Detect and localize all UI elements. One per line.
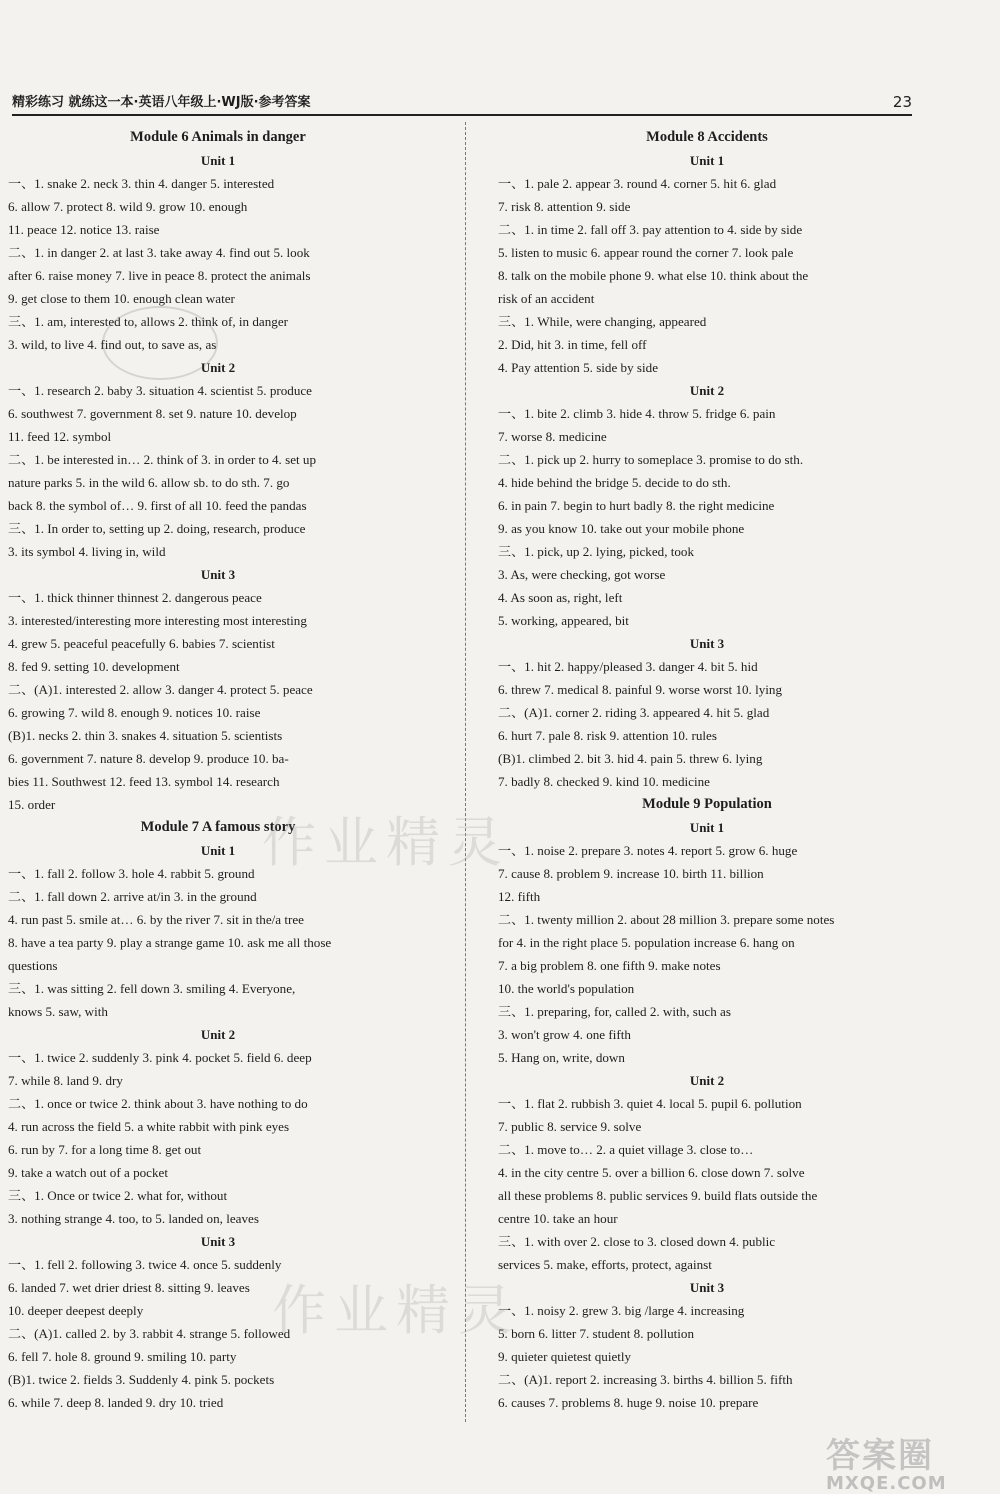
answer-line: 4. run across the field 5. a white rabbit with pink eyes bbox=[8, 1119, 290, 1134]
answer-line: 3. interested/interesting more interesting most interesting bbox=[8, 613, 307, 628]
answer-line: 7. risk 8. attention 9. side bbox=[498, 199, 631, 214]
unit-heading: Unit 1 bbox=[689, 153, 725, 168]
right-column bbox=[498, 126, 916, 1414]
unit-heading: Unit 2 bbox=[200, 360, 236, 375]
answer-line: 7. worse 8. medicine bbox=[498, 429, 607, 444]
left-column bbox=[8, 126, 428, 1414]
answer-line: 三、1. Once or twice 2. what for, without bbox=[8, 1188, 228, 1203]
stamp-seal bbox=[102, 306, 218, 380]
answer-line: 3. wild, to live 4. find out, to save as, as bbox=[8, 337, 217, 352]
answer-line: 11. peace 12. notice 13. raise bbox=[8, 222, 160, 237]
answer-line: 6. in pain 7. begin to hurt badly 8. the right medicine bbox=[498, 498, 775, 513]
answer-line: 7. public 8. service 9. solve bbox=[498, 1119, 642, 1134]
answer-line: 7. while 8. land 9. dry bbox=[8, 1073, 123, 1088]
answer-line: services 5. make, efforts, protect, against bbox=[498, 1257, 712, 1272]
answer-line: 4. grew 5. peaceful peacefully 6. babies 7. scientist bbox=[8, 636, 275, 651]
unit-heading: Unit 2 bbox=[689, 383, 725, 398]
answer-line: 二、1. move to… 2. a quiet village 3. close to… bbox=[498, 1142, 754, 1157]
answer-line: 一、1. research 2. baby 3. situation 4. scientist 5. produce bbox=[8, 383, 312, 398]
answer-line: 三、1. was sitting 2. fell down 3. smiling 4. Everyone, bbox=[8, 981, 296, 996]
answer-line: 三、1. In order to, setting up 2. doing, research, produce bbox=[8, 521, 306, 536]
answer-line: 6. fell 7. hole 8. ground 9. smiling 10. party bbox=[8, 1349, 237, 1364]
answer-line: 二、1. twenty million 2. about 28 million 3. prepare some notes bbox=[498, 912, 835, 927]
answer-line: 7. cause 8. problem 9. increase 10. birth 11. billion bbox=[498, 866, 764, 881]
answer-line: after 6. raise money 7. live in peace 8. protect the animals bbox=[8, 268, 311, 283]
answer-line: 二、(A)1. report 2. increasing 3. births 4. billion 5. fifth bbox=[498, 1372, 793, 1387]
answer-line: 10. deeper deepest deeply bbox=[8, 1303, 144, 1318]
answer-line: 二、1. be interested in… 2. think of 3. in order to 4. set up bbox=[8, 452, 317, 467]
answer-line: 9. quieter quietest quietly bbox=[498, 1349, 632, 1364]
answer-line: 三、1. pick, up 2. lying, picked, took bbox=[498, 544, 695, 559]
unit-heading: Unit 3 bbox=[200, 567, 236, 582]
answer-line: 9. take a watch out of a pocket bbox=[8, 1165, 168, 1180]
answer-line: (B)1. necks 2. thin 3. snakes 4. situation 5. scientists bbox=[8, 728, 283, 743]
answer-line: 三、1. with over 2. close to 3. closed down 4. public bbox=[498, 1234, 776, 1249]
answer-line: 4. in the city centre 5. over a billion 6. close down 7. solve bbox=[498, 1165, 805, 1180]
answer-line: 2. Did, hit 3. in time, fell off bbox=[498, 337, 647, 352]
answer-line: 一、1. bite 2. climb 3. hide 4. throw 5. fridge 6. pain bbox=[498, 406, 776, 421]
answer-line: (B)1. twice 2. fields 3. Suddenly 4. pink 5. pockets bbox=[8, 1372, 275, 1387]
answer-line: 二、(A)1. called 2. by 3. rabbit 4. strange 5. followed bbox=[8, 1326, 291, 1341]
answer-line: 二、(A)1. interested 2. allow 3. danger 4. protect 5. peace bbox=[8, 682, 313, 697]
answer-line: centre 10. take an hour bbox=[498, 1211, 618, 1226]
answer-line: risk of an accident bbox=[498, 291, 595, 306]
answer-line: all these problems 8. public services 9. build flats outside the bbox=[498, 1188, 818, 1203]
answer-line: 一、1. snake 2. neck 3. thin 4. danger 5. interested bbox=[8, 176, 275, 191]
answer-line: 8. have a tea party 9. play a strange game 10. ask me all those bbox=[8, 935, 332, 950]
unit-heading: Unit 2 bbox=[200, 1027, 236, 1042]
answer-line: 9. as you know 10. take out your mobile phone bbox=[498, 521, 745, 536]
answer-line: knows 5. saw, with bbox=[8, 1004, 108, 1019]
site-logo bbox=[826, 1428, 996, 1494]
answer-line: 三、1. preparing, for, called 2. with, such as bbox=[498, 1004, 731, 1019]
answer-line: 二、1. once or twice 2. think about 3. have nothing to do bbox=[8, 1096, 308, 1111]
answer-line: 6. southwest 7. government 8. set 9. nature 10. develop bbox=[8, 406, 297, 421]
answer-line: 6. while 7. deep 8. landed 9. dry 10. tried bbox=[8, 1395, 224, 1410]
answer-line: 一、1. fell 2. following 3. twice 4. once 5. suddenly bbox=[8, 1257, 282, 1272]
answer-line: 6. government 7. nature 8. develop 9. produce 10. ba- bbox=[8, 751, 289, 766]
answer-line: 3. its symbol 4. living in, wild bbox=[8, 544, 166, 559]
unit-heading: Unit 3 bbox=[200, 1234, 236, 1249]
unit-heading: Unit 1 bbox=[689, 820, 725, 835]
page-number: 23 bbox=[892, 93, 912, 111]
answer-line: 6. run by 7. for a long time 8. get out bbox=[8, 1142, 202, 1157]
logo-url: MXQE.COM bbox=[826, 1473, 947, 1494]
answer-line: 二、1. fall down 2. arrive at/in 3. in the ground bbox=[8, 889, 257, 904]
answer-line: 一、1. thick thinner thinnest 2. dangerous peace bbox=[8, 590, 262, 605]
answer-line: 7. badly 8. checked 9. kind 10. medicine bbox=[498, 774, 710, 789]
answer-line: nature parks 5. in the wild 6. allow sb. to do sth. 7. go bbox=[8, 475, 290, 490]
answer-line: 一、1. twice 2. suddenly 3. pink 4. pocket 5. field 6. deep bbox=[8, 1050, 312, 1065]
logo-mark: 答案圈 bbox=[826, 1436, 934, 1476]
watermark: 作业精灵 bbox=[262, 811, 510, 874]
answer-line: 一、1. flat 2. rubbish 3. quiet 4. local 5. pupil 6. pollution bbox=[498, 1096, 802, 1111]
answer-line: 11. feed 12. symbol bbox=[8, 429, 112, 444]
answer-line: 三、1. am, interested to, allows 2. think of, in danger bbox=[8, 314, 289, 329]
answer-line: 4. Pay attention 5. side by side bbox=[498, 360, 659, 375]
unit-heading: Unit 3 bbox=[689, 636, 725, 651]
module-title: Module 8 Accidents bbox=[646, 129, 768, 145]
answer-line: 8. fed 9. setting 10. development bbox=[8, 659, 180, 674]
column-divider bbox=[465, 122, 466, 1422]
answer-line: 5. born 6. litter 7. student 8. pollution bbox=[498, 1326, 695, 1341]
answer-line: 一、1. pale 2. appear 3. round 4. corner 5. hit 6. glad bbox=[498, 176, 777, 191]
header-title: 精彩练习 就练这一本·英语八年级上·WJ版·参考答案 bbox=[12, 95, 311, 110]
answer-line: for 4. in the right place 5. population increase 6. hang on bbox=[498, 935, 795, 950]
answer-line: back 8. the symbol of… 9. first of all 10. feed the pandas bbox=[8, 498, 307, 513]
answer-line: 3. nothing strange 4. too, to 5. landed on, leaves bbox=[8, 1211, 259, 1226]
answer-line: 10. the world's population bbox=[498, 981, 635, 996]
answer-line: 5. listen to music 6. appear round the corner 7. look pale bbox=[498, 245, 794, 260]
module-title: Module 9 Population bbox=[642, 796, 772, 812]
answer-line: bies 11. Southwest 12. feed 13. symbol 14. research bbox=[8, 774, 280, 789]
answer-line: 3. won't grow 4. one fifth bbox=[498, 1027, 631, 1042]
answer-line: 15. order bbox=[8, 797, 56, 812]
answer-line: 4. As soon as, right, left bbox=[498, 590, 623, 605]
answer-line: 4. run past 5. smile at… 6. by the river 7. sit in the/a tree bbox=[8, 912, 304, 927]
unit-heading: Unit 3 bbox=[689, 1280, 725, 1295]
answer-line: 二、1. in time 2. fall off 3. pay attention to 4. side by side bbox=[498, 222, 803, 237]
unit-heading: Unit 1 bbox=[200, 153, 236, 168]
answer-line: 6. allow 7. protect 8. wild 9. grow 10. enough bbox=[8, 199, 248, 214]
unit-heading: Unit 1 bbox=[200, 843, 236, 858]
answer-line: 6. landed 7. wet drier driest 8. sitting 9. leaves bbox=[8, 1280, 250, 1295]
answer-line: 一、1. noisy 2. grew 3. big /large 4. increasing bbox=[498, 1303, 745, 1318]
answer-line: 4. hide behind the bridge 5. decide to do sth. bbox=[498, 475, 731, 490]
module-title: Module 6 Animals in danger bbox=[130, 129, 306, 145]
answer-line: 一、1. hit 2. happy/pleased 3. danger 4. bit 5. hid bbox=[498, 659, 758, 674]
answer-line: 8. talk on the mobile phone 9. what else 10. think about the bbox=[498, 268, 809, 283]
answer-line: 三、1. While, were changing, appeared bbox=[498, 314, 707, 329]
answer-line: 6. causes 7. problems 8. huge 9. noise 10. prepare bbox=[498, 1395, 759, 1410]
page-header bbox=[12, 88, 912, 116]
answer-line: 二、(A)1. corner 2. riding 3. appeared 4. hit 5. glad bbox=[498, 705, 770, 720]
answer-line: 5. working, appeared, bit bbox=[498, 613, 629, 628]
module-title: Module 7 A famous story bbox=[140, 819, 296, 835]
answer-line: 12. fifth bbox=[498, 889, 541, 904]
answer-line: 5. Hang on, write, down bbox=[498, 1050, 625, 1065]
answer-line: 7. a big problem 8. one fifth 9. make notes bbox=[498, 958, 721, 973]
answer-line: 3. As, were checking, got worse bbox=[498, 567, 666, 582]
answer-line: 一、1. noise 2. prepare 3. notes 4. report 5. grow 6. huge bbox=[498, 843, 798, 858]
answer-line: questions bbox=[8, 958, 58, 973]
answer-line: (B)1. climbed 2. bit 3. hid 4. pain 5. threw 6. lying bbox=[498, 751, 763, 766]
answer-line: 6. growing 7. wild 8. enough 9. notices 10. raise bbox=[8, 705, 261, 720]
answer-line: 6. threw 7. medical 8. painful 9. worse worst 10. lying bbox=[498, 682, 783, 697]
unit-heading: Unit 2 bbox=[689, 1073, 725, 1088]
answer-line: 二、1. pick up 2. hurry to someplace 3. promise to do sth. bbox=[498, 452, 804, 467]
answer-line: 一、1. fall 2. follow 3. hole 4. rabbit 5. ground bbox=[8, 866, 255, 881]
watermark: 作业精灵 bbox=[272, 1279, 520, 1342]
answer-line: 9. get close to them 10. enough clean water bbox=[8, 291, 235, 306]
answer-line: 6. hurt 7. pale 8. risk 9. attention 10. rules bbox=[498, 728, 717, 743]
answer-line: 二、1. in danger 2. at last 3. take away 4. find out 5. look bbox=[8, 245, 310, 260]
